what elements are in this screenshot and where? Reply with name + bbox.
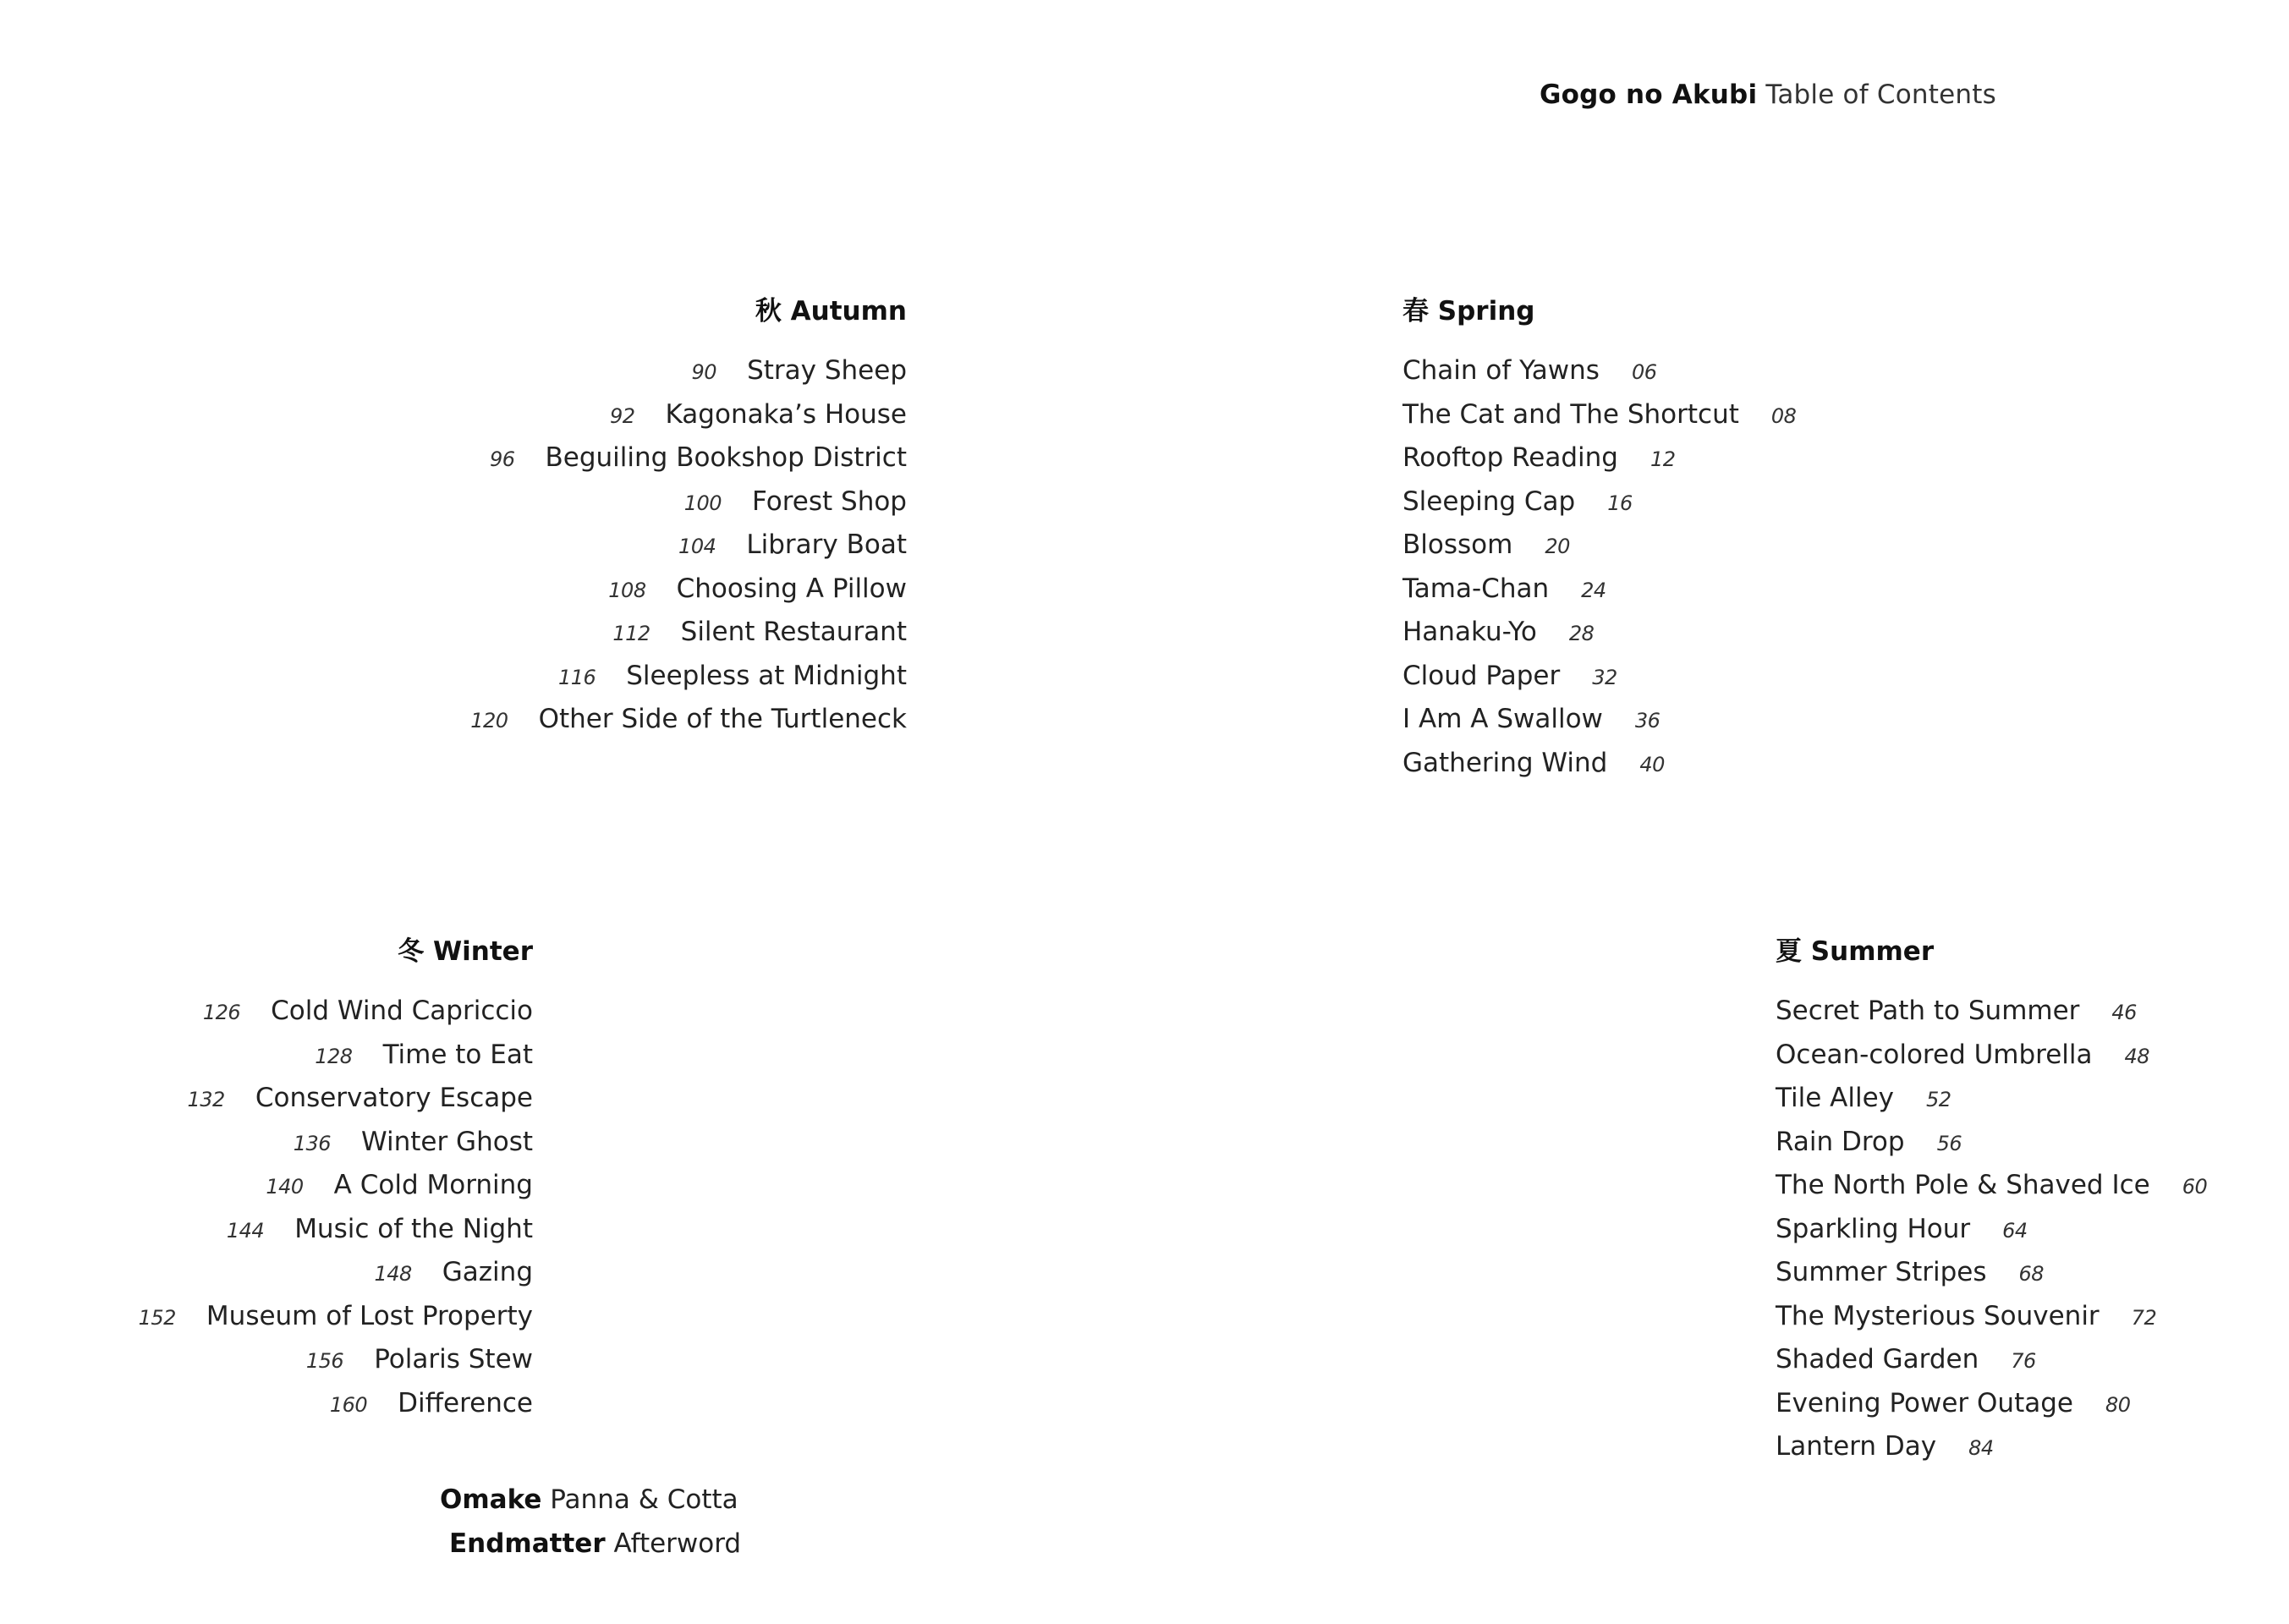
section-heading-autumn: 秋 Autumn: [755, 296, 907, 326]
toc-entry[interactable]: [470, 698, 907, 742]
page-number: 56: [1936, 1131, 1962, 1155]
toc-entry[interactable]: [470, 611, 907, 655]
toc-entry[interactable]: [139, 1164, 533, 1208]
toc-entry[interactable]: [1776, 990, 2207, 1034]
page-number: 126: [202, 1001, 241, 1024]
endmatter-title: Afterword: [613, 1528, 742, 1559]
toc-entry[interactable]: [470, 349, 907, 393]
page-number: 80: [2105, 1392, 2131, 1417]
page-number: 64: [2002, 1218, 2028, 1243]
entry-title: Ocean-colored Umbrella: [1776, 1039, 2093, 1070]
entry-title: The Cat and The Shortcut: [1402, 398, 1739, 430]
page-number: 140: [266, 1175, 304, 1199]
page-number: 116: [557, 665, 596, 689]
page-number: 84: [1968, 1436, 1994, 1460]
entry-title: Sparkling Hour: [1776, 1213, 1971, 1244]
entry-title: Evening Power Outage: [1776, 1387, 2073, 1418]
entry-title: Library Boat: [746, 529, 907, 560]
toc-entry[interactable]: [470, 393, 907, 437]
toc-entry[interactable]: [139, 1208, 533, 1252]
page-number: 148: [374, 1262, 412, 1286]
page-number: 108: [608, 578, 646, 602]
entry-title: Cold Wind Capriccio: [271, 996, 533, 1026]
page-header: [1540, 80, 1996, 110]
page-number: 76: [2011, 1349, 2036, 1373]
entry-title: Other Side of the Turtleneck: [538, 704, 907, 734]
entry-title: Kagonaka’s House: [665, 398, 907, 430]
page-number: 136: [293, 1131, 331, 1155]
book-title: Gogo no Akubi: [1540, 80, 1758, 110]
section-heading-summer: 夏 Summer: [1776, 936, 1935, 967]
entry-title: A Cold Morning: [333, 1170, 533, 1200]
page-number: 104: [678, 535, 716, 558]
page-number: 100: [683, 491, 722, 515]
entry-title: Cloud Paper: [1402, 660, 1561, 691]
page-number: 12: [1650, 447, 1676, 471]
toc-entry[interactable]: [1402, 568, 1796, 612]
toc-entry[interactable]: [1776, 1034, 2207, 1078]
entry-title: The North Pole & Shaved Ice: [1776, 1170, 2150, 1200]
entry-title: Summer Stripes: [1776, 1257, 1987, 1287]
entry-title: Sleeping Cap: [1402, 486, 1576, 517]
page-number: 32: [1592, 665, 1617, 689]
toc-entry[interactable]: [139, 1077, 533, 1121]
entry-title: Sleepless at Midnight: [626, 660, 907, 691]
entry-title: Silent Restaurant: [680, 617, 907, 647]
section-heading-winter: 冬 Winter: [398, 936, 533, 967]
toc-entry[interactable]: [470, 568, 907, 612]
page-number: 160: [329, 1392, 368, 1417]
section-winter: [139, 935, 533, 1425]
toc-entry[interactable]: [470, 524, 907, 568]
page-number: 28: [1568, 622, 1595, 645]
entry-title: Choosing A Pillow: [676, 573, 907, 604]
toc-entry[interactable]: [470, 436, 907, 480]
toc-entry[interactable]: [1402, 349, 1796, 393]
header-subtitle: Table of Contents: [1765, 80, 1996, 110]
page-number: 60: [2182, 1175, 2208, 1199]
page-number: 92: [609, 403, 635, 428]
entry-title: Museum of Lost Property: [206, 1300, 533, 1331]
toc-entry[interactable]: [1402, 480, 1796, 524]
page-number: 36: [1634, 709, 1660, 732]
entry-title: Winter Ghost: [361, 1126, 533, 1157]
page-number: 132: [187, 1088, 225, 1111]
toc-entry[interactable]: [1776, 1425, 2207, 1469]
toc-entry[interactable]: [1402, 742, 1796, 786]
toc-entry[interactable]: [139, 990, 533, 1034]
toc-entry[interactable]: [1776, 1077, 2207, 1121]
entry-title: Time to Eat: [382, 1039, 533, 1070]
toc-entry[interactable]: [1402, 524, 1796, 568]
page-number: 68: [2018, 1262, 2045, 1286]
toc-entry[interactable]: [1402, 393, 1796, 437]
entry-title: Polaris Stew: [374, 1344, 533, 1374]
entry-title: The Mysterious Souvenir: [1776, 1300, 2100, 1331]
page-number: 20: [1545, 535, 1570, 558]
entry-title: I Am A Swallow: [1402, 704, 1603, 734]
entry-title: Lantern Day: [1776, 1431, 1937, 1462]
omake-label: Omake: [440, 1484, 542, 1515]
page-number: 52: [1925, 1088, 1951, 1111]
toc-entry[interactable]: [1402, 611, 1796, 655]
toc-entry[interactable]: [1776, 1208, 2207, 1252]
entry-title: Tile Alley: [1776, 1083, 1894, 1113]
page-number: 156: [305, 1349, 344, 1373]
section-heading-spring: 春 Spring: [1402, 296, 1535, 326]
page-number: 90: [691, 360, 717, 384]
page-number: 16: [1607, 491, 1633, 515]
page-number: 112: [612, 622, 650, 645]
entry-title: Secret Path to Summer: [1776, 996, 2080, 1026]
entry-title: Chain of Yawns: [1402, 355, 1600, 386]
toc-entry[interactable]: [139, 1382, 533, 1426]
entry-title: Beguiling Bookshop District: [545, 442, 907, 473]
toc-entry[interactable]: [139, 1034, 533, 1078]
page-number: 08: [1770, 403, 1797, 428]
entry-title: Rooftop Reading: [1402, 442, 1618, 473]
toc-entry[interactable]: [1776, 1295, 2207, 1339]
entry-title: Rain Drop: [1776, 1126, 1905, 1157]
page-number: 24: [1581, 578, 1606, 602]
entry-title: Tama-Chan: [1402, 573, 1550, 604]
toc-entry[interactable]: [139, 1121, 533, 1165]
page-number: 96: [489, 447, 515, 471]
entry-title: Shaded Garden: [1776, 1344, 1979, 1374]
page-number: 46: [2111, 1001, 2137, 1024]
section-autumn: [470, 294, 907, 742]
toc-entry[interactable]: [1402, 698, 1796, 742]
toc-entry[interactable]: [139, 1251, 533, 1295]
entry-title: Gazing: [442, 1257, 533, 1287]
endmatter-entry[interactable]: [449, 1522, 741, 1566]
toc-entry[interactable]: [470, 655, 907, 699]
page-number: 152: [138, 1305, 176, 1330]
toc-entry[interactable]: [1776, 1164, 2207, 1208]
page-number: 06: [1631, 360, 1657, 384]
entry-title: Blossom: [1402, 529, 1513, 560]
omake-title: Panna & Cotta: [550, 1484, 738, 1515]
toc-entry[interactable]: [1402, 436, 1796, 480]
entry-title: Forest Shop: [752, 486, 907, 517]
page-number: 120: [470, 709, 508, 732]
toc-entry[interactable]: [1776, 1338, 2207, 1382]
toc-entry[interactable]: [139, 1338, 533, 1382]
entry-title: Stray Sheep: [747, 355, 907, 386]
omake-entry[interactable]: [440, 1479, 738, 1522]
page-number: 72: [2131, 1305, 2157, 1330]
section-summer: [1776, 935, 2207, 1469]
section-spring: [1402, 294, 1796, 785]
entry-title: Music of the Night: [294, 1213, 533, 1244]
entry-title: Conservatory Escape: [255, 1083, 533, 1113]
toc-entry[interactable]: [1402, 655, 1796, 699]
page-number: 144: [226, 1218, 265, 1243]
page-number: 40: [1639, 752, 1665, 776]
toc-entry[interactable]: [139, 1295, 533, 1339]
page-number: 128: [315, 1044, 353, 1068]
toc-entry[interactable]: [1776, 1382, 2207, 1426]
entry-title: Gathering Wind: [1402, 747, 1608, 778]
toc-entry[interactable]: [470, 480, 907, 524]
toc-entry[interactable]: [1776, 1251, 2207, 1295]
page-number: 48: [2124, 1044, 2150, 1068]
endmatter-label: Endmatter: [449, 1528, 606, 1559]
entry-title: Difference: [398, 1387, 533, 1418]
toc-entry[interactable]: [1776, 1121, 2207, 1165]
entry-title: Hanaku-Yo: [1402, 617, 1537, 647]
